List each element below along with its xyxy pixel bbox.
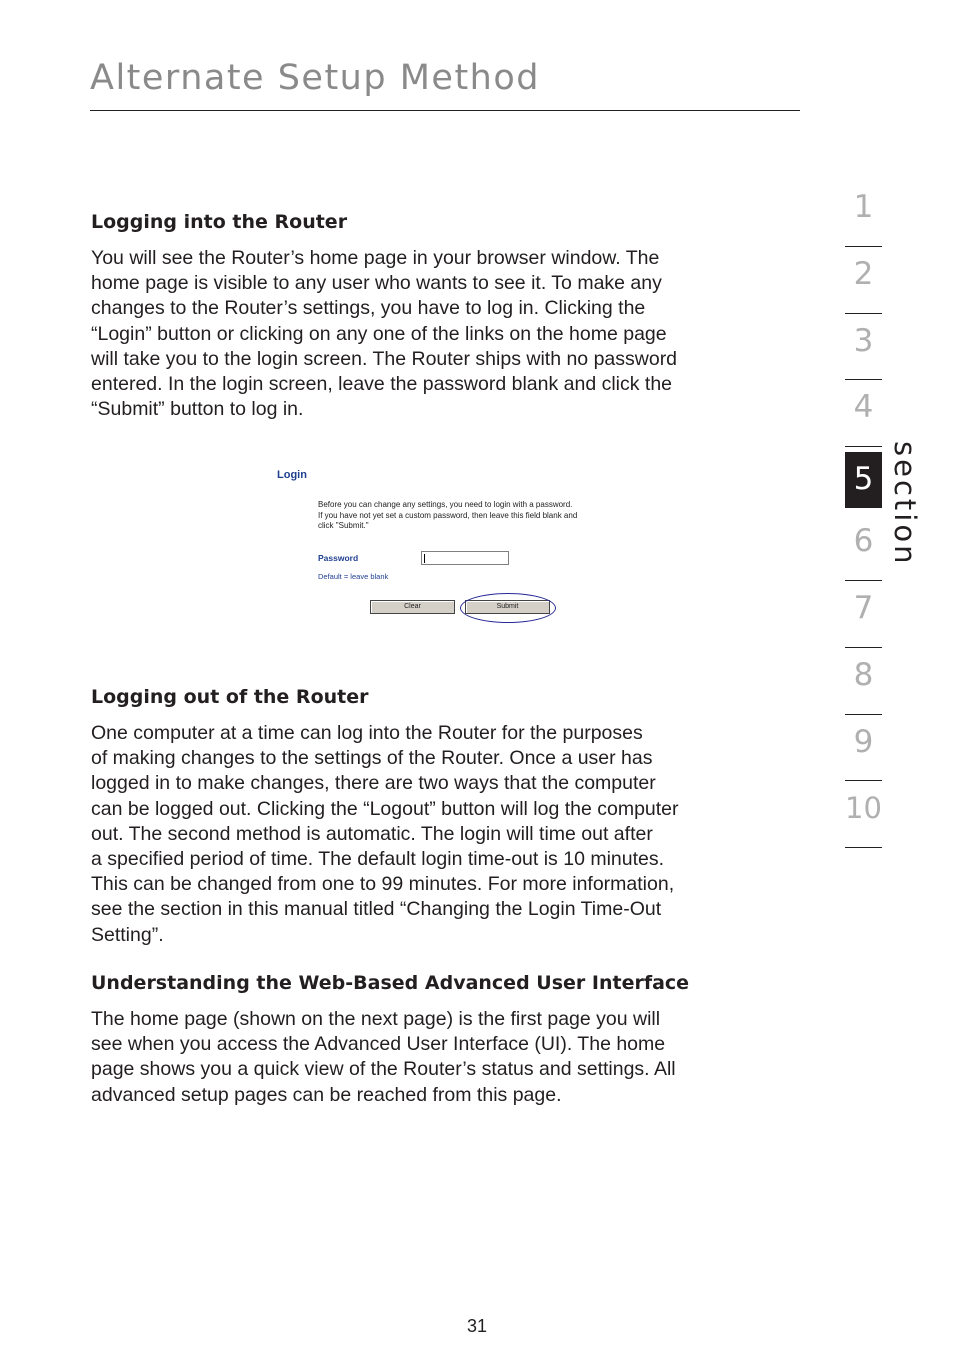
login-instructions (318, 500, 618, 532)
text-line: “Login” button or clicking on any one of the links on the home page (91, 322, 667, 345)
password-label: Password (318, 553, 359, 563)
paragraph-logging-in (91, 246, 796, 422)
section-nav-item: 8 (845, 648, 882, 715)
text-line: One computer at a time can log into the Router for the purposes (91, 722, 643, 744)
text-line: out. The second method is automatic. The login will time out after (91, 822, 653, 845)
section-nav-item: 9 (845, 715, 882, 782)
clear-button[interactable]: Clear (370, 600, 455, 614)
text-line: This can be changed from one to 99 minutes. For more information, (91, 873, 675, 896)
section-nav-item: 4 (845, 380, 882, 447)
page-title: Alternate Setup Method (90, 58, 540, 98)
heading-logging-in: Logging into the Router (91, 211, 348, 233)
text-line: a specified period of time. The default login time-out is 10 minutes. (91, 848, 665, 871)
section-nav-item: 10 (845, 781, 882, 848)
login-screenshot (272, 462, 612, 632)
paragraph-web-ui (91, 1007, 796, 1108)
text-line: changes to the Router’s settings, you have to log in. Clicking the (91, 297, 646, 320)
password-hint: Default = leave blank (318, 572, 389, 581)
section-nav-item: 1 (845, 180, 882, 247)
section-label (886, 441, 936, 566)
instruction-line: click "Submit." (318, 521, 369, 530)
text-line: You will see the Router’s home page in your browser window. The (91, 247, 660, 269)
text-line: home page is visible to any user who wants to see it. To make any (91, 272, 662, 295)
page-number: 31 (466, 1316, 488, 1336)
text-line: entered. In the login screen, leave the password blank and click the (91, 373, 673, 396)
section-nav-item: 7 (845, 581, 882, 648)
instruction-line: Before you can change any settings, you need to login with a password. (318, 500, 573, 509)
login-title: Login (277, 469, 307, 481)
text-line: will take you to the login screen. The Router ships with no password (91, 347, 678, 370)
heading-web-ui: Understanding the Web-Based Advanced User Interface (91, 972, 690, 994)
section-nav-item-active: 5 (845, 452, 882, 508)
section-nav-item: 6 (845, 514, 882, 581)
password-input[interactable] (421, 551, 509, 565)
submit-highlight-ring (460, 593, 556, 623)
text-line: advanced setup pages can be reached from this page. (91, 1083, 562, 1106)
section-nav-item: 2 (845, 247, 882, 314)
section-label-text: section (888, 441, 922, 567)
section-nav (845, 180, 882, 848)
text-line: see the section in this manual titled “Changing the Login Time-Out (91, 898, 662, 921)
text-line: see when you access the Advanced User Interface (UI). The home (91, 1033, 666, 1056)
text-line: logged in to make changes, there are two ways that the computer (91, 772, 656, 795)
paragraph-logging-out (91, 721, 796, 948)
text-line: can be logged out. Clicking the “Logout” button will log the computer (91, 797, 679, 820)
title-rule (90, 110, 800, 111)
section-nav-item: 3 (845, 314, 882, 381)
heading-logging-out: Logging out of the Router (91, 686, 369, 708)
text-line: Setting”. (91, 923, 164, 946)
text-line: “Submit” button to log in. (91, 398, 304, 421)
text-line: page shows you a quick view of the Router’s status and settings. All (91, 1058, 676, 1081)
instruction-line: If you have not yet set a custom password, then leave this field blank and (318, 510, 578, 520)
text-line: of making changes to the settings of the Router. Once a user has (91, 747, 653, 770)
text-line: The home page (shown on the next page) is the first page you will (91, 1008, 661, 1030)
submit-button[interactable]: Submit (465, 600, 550, 614)
